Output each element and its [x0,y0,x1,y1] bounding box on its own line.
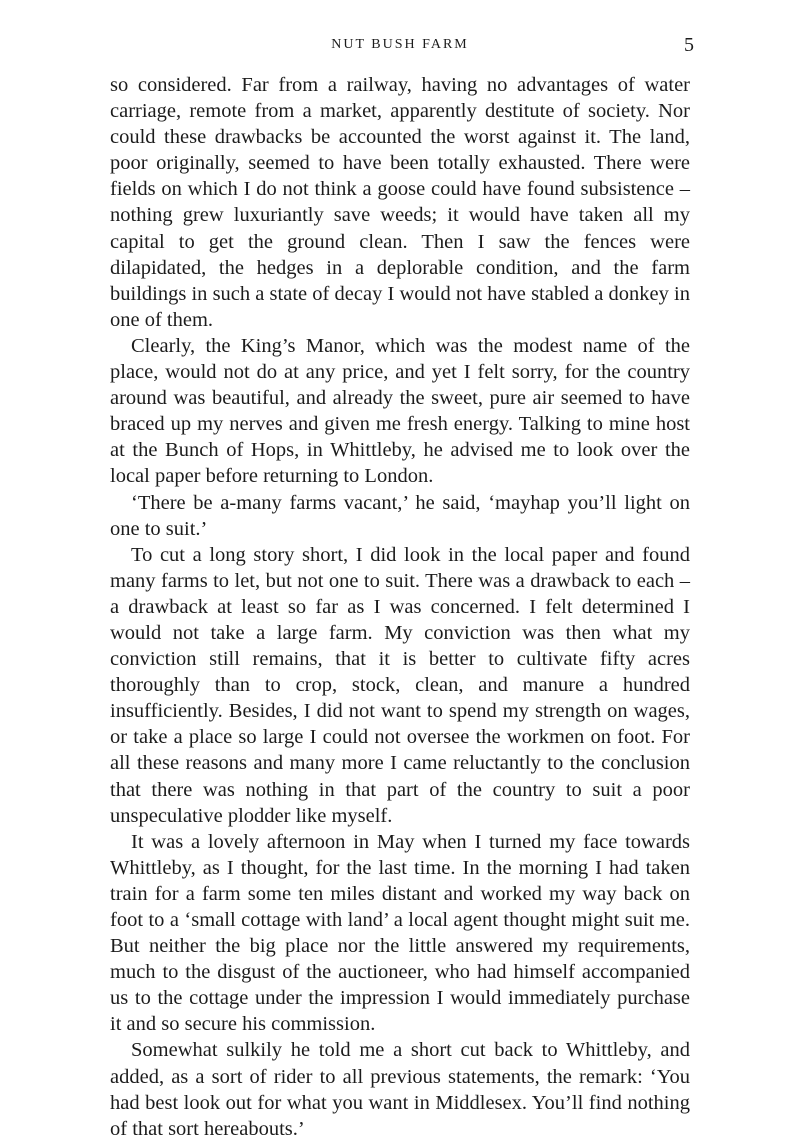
paragraph: It was a lovely afternoon in May when I turned my face towards Whittleby, as I thought, for the last time. In the morning I had taken train for a farm some ten miles distant and worked my way back on foot to a ‘small cottage with land’ a local agent thought might suit me. But neither the big place nor the little answered my requirements, much to the disgust of the auctioneer, who had himself accompanied us to the cottage under the impression I would immediately purchase it and so secure his commission. [110,830,690,1036]
running-title: NUT BUSH FARM [331,37,469,52]
paragraph: so considered. Far from a railway, having no advantages of water carriage, remote from a market, apparently destitute of society. Nor could these drawbacks be accounted the worst against it. The land, poor originally, seemed to have been totally exhausted. There were fields on which I do not think a goose could have found subsistence – nothing grew luxuriantly save weeds; it would have taken all my capital to get the ground clean. Then I saw the fences were dilapidated, the hedges in a deplorable condition, and the farm buildings in such a state of decay I would not have stabled a donkey in one of them. [110,74,690,331]
page-number: 5 [684,34,694,56]
paragraph: Somewhat sulkily he told me a short cut back to Whittleby, and added, as a sort of rider to all previous statements, the remark: ‘You had best look out for what you want in Middlesex. You’ll find nothing of that sort hereabouts.’ [110,1039,690,1140]
running-head [110,34,694,56]
body-text [110,72,690,1142]
paragraph: To cut a long story short, I did look in the local paper and found many farms to let, but not one to suit. There was a drawback to each – a drawback at least so far as I was concerned. I felt determined I would not take a large farm. My conviction was then what my conviction still remains, that it is better to cultivate fifty acres thoroughly than to crop, stock, clean, and manure a hundred insufficiently. Besides, I did not want to spend my strength on wages, or take a place so large I could not oversee the workmen on foot. For all these reasons and many more I came reluctantly to the conclusion that there was nothing in that part of the country to suit a poor unspeculative plodder like myself. [110,543,690,827]
paragraph: Clearly, the King’s Manor, which was the modest name of the place, would not do at any price, and yet I felt sorry, for the country around was beautiful, and already the sweet, pure air seemed to have braced up my nerves and given me fresh energy. Talking to mine host at the Bunch of Hops, in Whittleby, he advised me to look over the local paper before returning to London. [110,334,690,488]
paragraph: ‘There be a-many farms vacant,’ he said, ‘mayhap you’ll light on one to suit.’ [110,491,690,540]
